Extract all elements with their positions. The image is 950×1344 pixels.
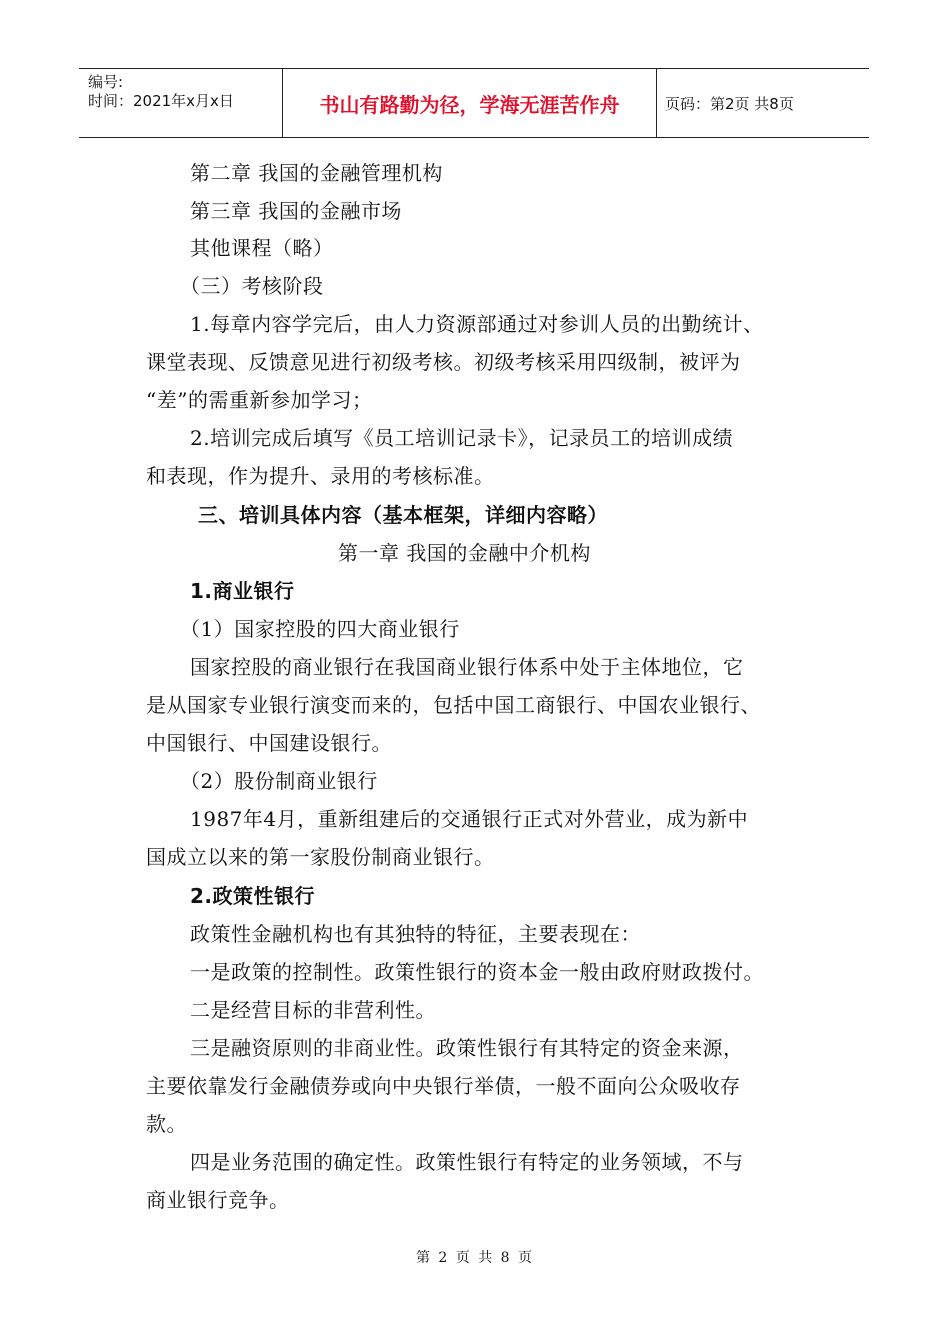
header-page-label: 页码：第2页 共8页 — [665, 94, 794, 113]
body-line: 其他课程（略） — [190, 236, 334, 260]
body-line: 政策性金融机构也有其独特的特征，主要表现在： — [190, 922, 641, 946]
body-line: （1）国家控股的四大商业银行 — [180, 617, 460, 641]
page-footer: 第 2 页 共 8 页 — [415, 1250, 535, 1266]
body-line: 主要依靠发行金融债券或向中央银行举债，一般不面向公众吸收存 — [146, 1074, 741, 1098]
body-line: 二是经营目标的非营利性。 — [190, 998, 436, 1022]
page-header — [79, 68, 869, 138]
body-line: “差”的需重新参加学习； — [146, 388, 373, 412]
body-line: 课堂表现、反馈意见进行初级考核。初级考核采用四级制，被评为 — [146, 350, 741, 374]
body-line: 中国银行、中国建设银行。 — [146, 731, 392, 755]
body-line: 第三章 我国的金融市场 — [190, 199, 402, 223]
body-line: 2.培训完成后填写《员工培训记录卡》，记录员工的培训成绩 — [190, 426, 734, 450]
subsection-heading: 1.商业银行 — [190, 579, 295, 603]
header-meta — [79, 69, 283, 137]
body-line: 款。 — [146, 1112, 187, 1136]
body-line: 国家控股的商业银行在我国商业银行体系中处于主体地位，它 — [190, 655, 744, 679]
subsection-heading: 2.政策性银行 — [190, 884, 316, 908]
body-line: 商业银行竞争。 — [146, 1188, 290, 1212]
body-line: 和表现，作为提升、录用的考核标准。 — [146, 464, 495, 488]
body-line: 第二章 我国的金融管理机构 — [190, 161, 443, 185]
section-heading: （三）考核阶段 — [180, 274, 324, 298]
body-line: 国成立以来的第一家股份制商业银行。 — [146, 845, 495, 869]
body-line: 四是业务范围的确定性。政策性银行有特定的业务领域，不与 — [190, 1150, 744, 1174]
header-number-label: 编号: — [88, 73, 124, 91]
body-line: 三是融资原则的非商业性。政策性银行有其特定的资金来源， — [190, 1036, 744, 1060]
body-line: 一是政策的控制性。政策性银行的资本金一般由政府财政拨付。 — [190, 960, 764, 984]
section-heading: 三、培训具体内容（基本框架，详细内容略） — [198, 503, 608, 527]
body-line: 是从国家专业银行演变而来的，包括中国工商银行、中国农业银行、 — [146, 693, 761, 717]
body-line: 1.每章内容学完后，由人力资源部通过对参训人员的出勤统计、 — [190, 312, 764, 336]
header-motto: 书山有路勤为径，学海无涯苦作舟 — [283, 69, 657, 137]
body-line: 1987年4月，重新组建后的交通银行正式对外营业，成为新中 — [190, 807, 749, 831]
body-line: （2）股份制商业银行 — [180, 769, 378, 793]
chapter-title: 第一章 我国的金融中介机构 — [338, 541, 591, 565]
header-date-label: 时间：2021年x月x日 — [88, 92, 234, 110]
